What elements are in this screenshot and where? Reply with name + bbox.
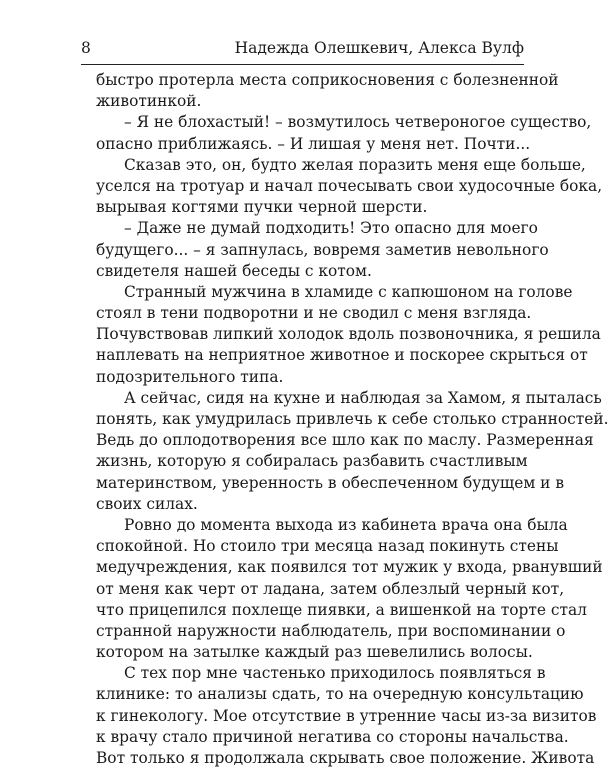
text-line: клинике: то анализы сдать, то на очередную консультацию	[96, 685, 584, 704]
text-line: котором на затылке каждый раз шевелились волосы.	[96, 643, 533, 662]
text-line: С тех пор мне частенько приходилось появляться в	[124, 664, 546, 683]
text-line: – Я не блохастый! – возмутилось четвероногое существо,	[124, 113, 592, 132]
text-line: Странный мужчина в хламиде с капюшоном на голове	[124, 282, 573, 301]
text-line: стоял в тени подворотни и не сводил с меня взгляда.	[96, 304, 532, 323]
text-line: подозрительного типа.	[96, 367, 284, 386]
text-line: от меня как черт от ладана, затем облезлый черный кот,	[96, 579, 565, 598]
text-line: жизнь, которую я собиралась разбавить счастливым	[96, 452, 528, 471]
text-line: Вот только я продолжала скрывать свое положение. Живота	[96, 749, 595, 767]
body-text	[96, 70, 609, 769]
text-line: медучреждения, как появился тот мужик у входа, рванувший	[96, 558, 603, 577]
text-line: своих силах.	[96, 494, 198, 513]
text-line: уселся на тротуар и начал почесывать свои худосочные бока,	[96, 176, 603, 195]
text-line: понять, как умудрилась привлечь к себе столько странностей.	[96, 410, 609, 428]
text-line: Ровно до момента выхода из кабинета врача она была	[124, 515, 568, 534]
text-line: к врачу стало причиной негатива со стороны начальства.	[96, 727, 569, 746]
text-line: – Даже не думай подходить! Это опасно для моего	[124, 219, 538, 238]
text-line: Почувствовав липкий холодок вдоль позвоночника, я решила	[96, 325, 601, 344]
header-rule	[81, 64, 524, 65]
running-head-title: Надежда Олешкевич, Алекса Вулф	[234, 39, 524, 57]
text-line: спокойной. Но стоило три месяца назад покинуть стены	[96, 537, 559, 556]
text-line: вырывая когтями пучки черной шерсти.	[96, 198, 428, 217]
running-head	[81, 37, 524, 59]
text-line: свидетеля нашей беседы с котом.	[96, 261, 372, 280]
text-line: к гинекологу. Мое отсутствие в утренние часы из-за визитов	[96, 706, 597, 725]
text-line: наплевать на неприятное животное и поскорее скрыться от	[96, 346, 588, 365]
text-line: Сказав это, он, будто желая поразить меня еще больше,	[124, 155, 586, 174]
text-line: А сейчас, сидя на кухне и наблюдая за Хамом, я пыталась	[124, 388, 602, 407]
text-line: что прицепился похлеще пиявки, а вишенкой на торте стал	[96, 600, 587, 619]
text-line: материнством, уверенность в обеспеченном будущем и в	[96, 473, 564, 492]
text-line: Ведь до оплодотворения все шло как по маслу. Размеренная	[96, 431, 594, 450]
text-line: быстро протерла места соприкосновения с болезненной	[96, 71, 559, 89]
text-line: опасно приближаясь. – И лишая у меня нет. Почти...	[96, 134, 531, 153]
text-line: животинкой.	[96, 92, 202, 111]
text-line: странной наружности наблюдатель, при воспоминании о	[96, 621, 566, 640]
text-line: будущего... – я запнулась, вовремя заметив невольного	[96, 240, 549, 259]
page-number: 8	[81, 39, 91, 57]
